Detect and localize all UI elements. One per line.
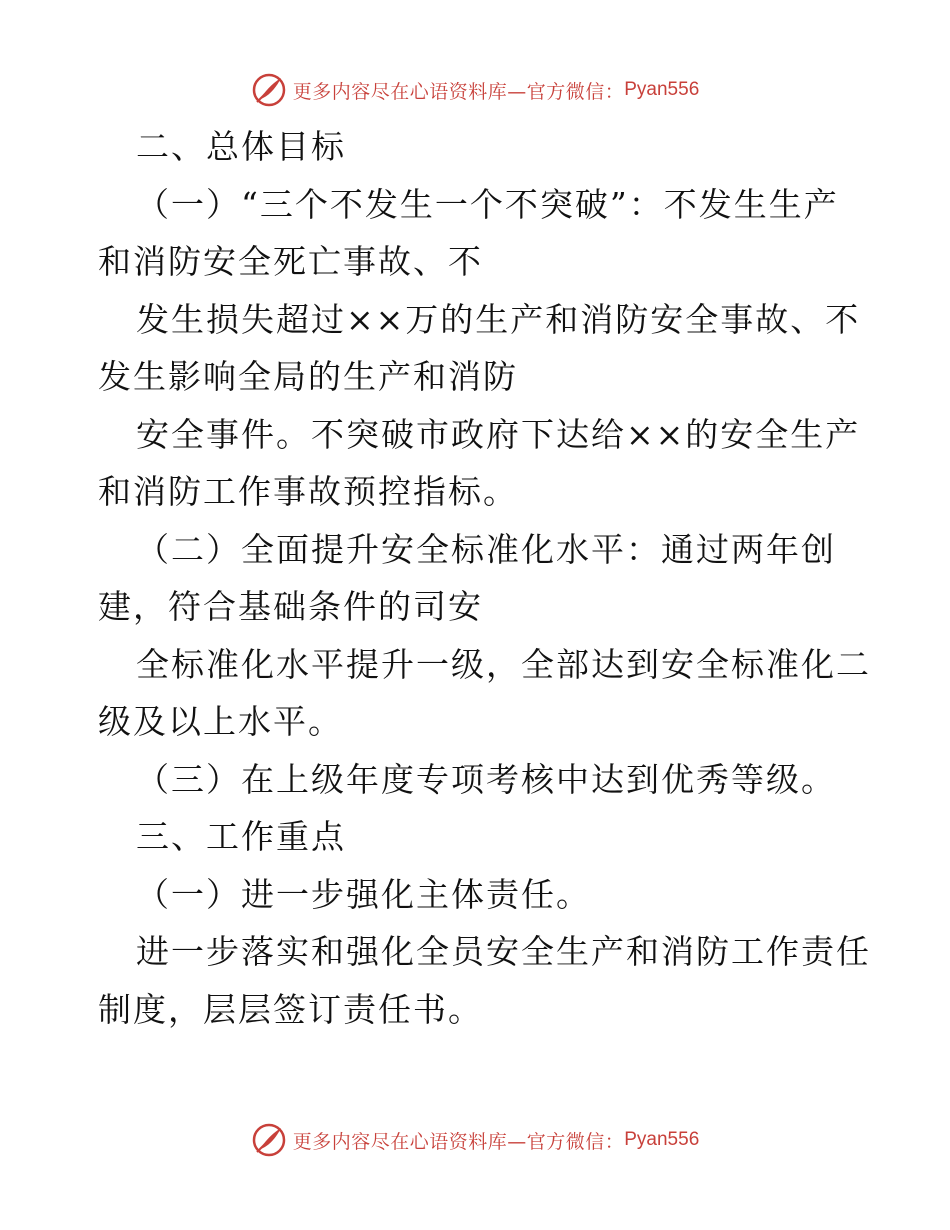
feather-quill-logo-icon [251, 72, 287, 108]
text-line: 发生影响全局的生产和消防 [98, 357, 518, 396]
text-line: 级及以上水平。 [98, 702, 343, 741]
watermark-header [0, 70, 950, 110]
text-line: 安全事件。不突破市政府下达给××的安全生产 [136, 414, 861, 454]
watermark-text: 更多内容尽在心语资料库—官方微信： [292, 80, 625, 103]
text-line: 和消防安全死亡事故、不 [98, 242, 483, 281]
watermark-wechat-id: Pyan556 [624, 1129, 700, 1150]
text-line: 建，符合基础条件的司安 [98, 587, 483, 626]
document-body [98, 118, 871, 1038]
text-line: 制度，层层签订责任书。 [98, 989, 483, 1029]
text-line: 进一步落实和强化全员安全生产和消防工作责任 [136, 932, 871, 971]
text-line: 和消防工作事故预控指标。 [98, 472, 518, 511]
text-line: 三、工作重点 [136, 817, 346, 856]
text-line: 发生损失超过××万的生产和消防安全事故、不 [136, 299, 861, 339]
text-line: 全标准化水平提升一级，全部达到安全标准化二 [136, 644, 871, 684]
text-line: （一）进一步强化主体责任。 [136, 874, 591, 914]
watermark-text: 更多内容尽在心语资料库—官方微信： [292, 1130, 625, 1153]
text-line: （一）“三个不发生一个不突破”：不发生生产 [136, 184, 839, 224]
text-line: （三）在上级年度专项考核中达到优秀等级。 [136, 759, 836, 799]
text-line: 二、总体目标 [136, 127, 346, 166]
text-line: （二）全面提升安全标准化水平：通过两年创 [136, 529, 836, 569]
watermark-wechat-id: Pyan556 [624, 79, 700, 100]
feather-quill-logo-icon [251, 1122, 287, 1158]
watermark-footer [0, 1120, 950, 1160]
